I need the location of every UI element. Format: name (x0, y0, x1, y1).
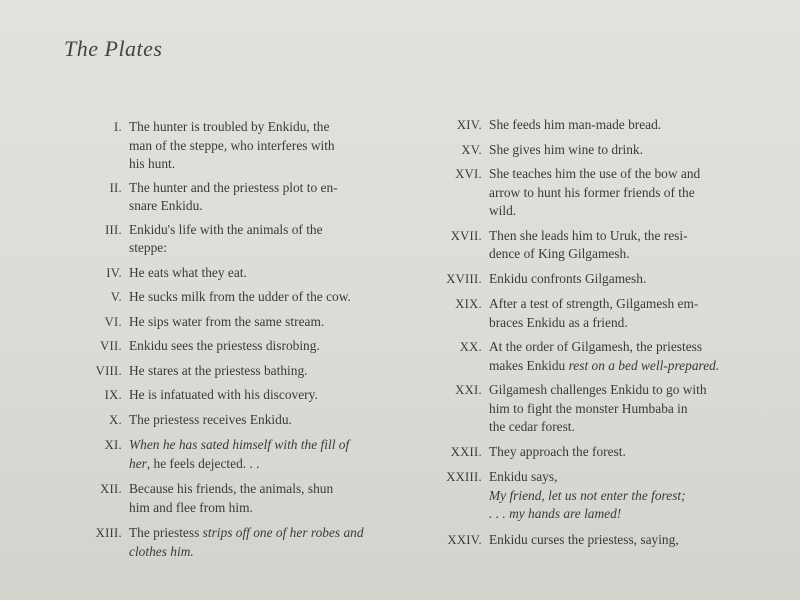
caption-text: him to fight the monster Humbaba in (489, 400, 688, 416)
caption-text: They approach the forest. (489, 443, 626, 459)
plate-number: VIII. (95, 363, 122, 378)
plate-number: XXIV. (447, 532, 482, 547)
caption-line (129, 455, 380, 474)
caption-text: Enkidu confronts Gilgamesh. (489, 270, 647, 286)
caption-text: He eats what they eat. (129, 264, 247, 280)
plate-number: II. (109, 180, 122, 195)
caption-text: He stares at the priestess bathing. (129, 362, 308, 378)
caption-text: , he feels dejected. . . (146, 455, 260, 471)
caption-text: his hunt. (129, 156, 176, 171)
plate-number: VI. (104, 314, 122, 329)
plate-entry (430, 116, 740, 135)
plate-number: XX. (459, 340, 482, 354)
plate-entry (80, 480, 380, 517)
plate-entry (80, 221, 380, 258)
caption-text: She teaches him the use of the bow and (489, 166, 701, 181)
plate-caption (129, 118, 380, 174)
caption-line (129, 543, 380, 562)
caption-italic-text: . . . my hands are lamed! (489, 506, 622, 521)
caption-text: Then she leads him to Uruk, the resi- (489, 227, 688, 243)
caption-text: snare Enkidu. (129, 198, 203, 213)
plate-caption (129, 264, 380, 283)
plate-number: III. (105, 222, 122, 237)
caption-text: the cedar forest. (489, 419, 575, 434)
plate-entry (80, 313, 380, 332)
plate-number: XXIII. (446, 470, 482, 484)
plate-entry (430, 165, 740, 221)
caption-line (489, 184, 740, 203)
caption-line (129, 362, 380, 381)
caption-text: steppe: (129, 240, 167, 255)
plate-entry (430, 295, 740, 332)
caption-text: arrow to hunt his former friends of the (489, 184, 695, 200)
plate-entry (430, 468, 740, 524)
caption-text: Enkidu sees the priestess disrobing. (129, 338, 320, 353)
plate-number: XIV. (456, 118, 482, 132)
caption-line (489, 202, 740, 221)
caption-text: wild. (489, 203, 517, 218)
caption-line (129, 118, 380, 137)
plate-caption (129, 313, 380, 332)
plate-caption (129, 411, 380, 430)
caption-line (129, 137, 380, 156)
plate-entry (430, 381, 740, 437)
caption-line (129, 179, 380, 198)
caption-line (129, 480, 380, 499)
plate-entry (80, 337, 380, 356)
caption-line (129, 313, 380, 332)
caption-line (489, 357, 740, 376)
caption-italic-text: My friend, let us not enter the forest; (489, 487, 686, 503)
plate-number: XVIII. (446, 271, 482, 286)
caption-text: After a test of strength, Gilgamesh em- (489, 296, 699, 311)
caption-line (489, 165, 740, 184)
caption-line (489, 418, 740, 437)
caption-italic-text: When he has sated himself with the fill of (129, 437, 350, 452)
plate-number: XVII. (450, 228, 482, 243)
caption-text: He sucks milk from the udder of the cow. (129, 289, 351, 304)
caption-italic-text: her (129, 455, 147, 471)
plate-caption (489, 141, 740, 160)
caption-text: The hunter and the priestess plot to en- (129, 179, 338, 195)
caption-line (489, 295, 740, 314)
plate-number: XI. (104, 438, 122, 452)
caption-line (129, 155, 380, 174)
plate-caption (489, 227, 740, 264)
plate-caption (489, 531, 740, 550)
plate-entry (80, 179, 380, 216)
caption-line (129, 524, 380, 543)
caption-text: At the order of Gilgamesh, the priestess (489, 339, 703, 354)
plate-entry (80, 362, 380, 381)
plate-entry (80, 288, 380, 307)
plate-caption (129, 480, 380, 517)
plate-entry (80, 436, 380, 473)
plate-caption (129, 436, 380, 473)
plate-number: X. (109, 412, 122, 427)
plate-entry (430, 531, 740, 550)
plate-number: XII. (100, 482, 122, 496)
plates-list-left (80, 118, 380, 561)
plate-caption (489, 338, 740, 375)
caption-text: He sips water from the same stream. (129, 313, 325, 329)
caption-text: man of the steppe, who interferes with (129, 137, 335, 153)
caption-text: Gilgamesh challenges Enkidu to go with (489, 382, 707, 397)
plate-caption (489, 295, 740, 332)
caption-text: The priestess (129, 525, 203, 540)
caption-italic-text: strips off one of her robes and (202, 525, 364, 540)
plate-caption (129, 386, 380, 405)
caption-line (129, 221, 380, 240)
plate-caption (489, 443, 740, 462)
plate-entry (430, 141, 740, 160)
caption-text: braces Enkidu as a friend. (489, 314, 628, 330)
caption-text: him and flee from him. (129, 499, 253, 515)
plate-entry (80, 386, 380, 405)
caption-text: dence of King Gilgamesh. (489, 246, 630, 261)
caption-line (489, 400, 740, 419)
caption-text: Because his friends, the animals, shun (129, 481, 334, 496)
caption-line (489, 505, 740, 524)
caption-line (129, 499, 380, 518)
caption-line (489, 116, 740, 135)
plate-caption (129, 337, 380, 356)
caption-line (129, 288, 380, 307)
caption-text: Enkidu curses the priestess, saying, (489, 531, 679, 547)
plate-entry (430, 443, 740, 462)
plate-caption (129, 362, 380, 381)
caption-line (489, 468, 740, 487)
caption-text: The hunter is troubled by Enkidu, the (129, 119, 330, 134)
caption-line (489, 381, 740, 400)
plate-entry (80, 524, 380, 561)
caption-italic-text: clothes him. (129, 543, 194, 559)
plate-number: XXI. (455, 383, 482, 397)
plate-number: XIX. (455, 297, 482, 311)
caption-line (129, 337, 380, 356)
plate-caption (489, 381, 740, 437)
plate-caption (129, 221, 380, 258)
caption-text: Enkidu's life with the animals of the (129, 221, 323, 237)
caption-line (489, 531, 740, 550)
plate-caption (129, 524, 380, 561)
plate-number: XVI. (455, 167, 482, 181)
plate-entry (430, 338, 740, 375)
caption-line (129, 411, 380, 430)
plate-caption (489, 116, 740, 135)
caption-text: He is infatuated with his discovery. (129, 387, 318, 402)
caption-line (129, 436, 380, 455)
plate-caption (489, 165, 740, 221)
caption-text: Enkidu says, (489, 469, 558, 484)
plate-caption (489, 270, 740, 289)
plate-number: XV. (461, 142, 482, 157)
caption-line (129, 264, 380, 283)
caption-line (489, 227, 740, 246)
plates-list-right (430, 116, 740, 549)
plate-caption (129, 179, 380, 216)
plate-number: V. (110, 290, 122, 304)
caption-line (489, 314, 740, 333)
plate-caption (489, 468, 740, 524)
caption-line (489, 141, 740, 160)
caption-line (489, 270, 740, 289)
plate-entry (430, 227, 740, 264)
caption-line (489, 443, 740, 462)
plate-number: IV. (106, 265, 122, 280)
plate-number: VII. (100, 339, 122, 353)
plate-entry (430, 270, 740, 289)
caption-line (489, 487, 740, 506)
plate-number: I. (114, 120, 122, 134)
plate-entry (80, 264, 380, 283)
caption-text: She feeds him man-made bread. (489, 117, 662, 132)
caption-line (129, 386, 380, 405)
page-title: The Plates (64, 36, 163, 61)
caption-line (489, 338, 740, 357)
caption-text: The priestess receives Enkidu. (129, 411, 292, 427)
plate-entry (80, 118, 380, 174)
plate-number: IX. (104, 388, 122, 402)
caption-line (129, 239, 380, 258)
caption-italic-text: rest on a bed well-prepared. (568, 357, 720, 373)
plate-entry (80, 411, 380, 430)
caption-line (489, 245, 740, 264)
caption-text: makes Enkidu (489, 357, 569, 373)
plate-number: XIII. (95, 526, 122, 540)
caption-line (129, 197, 380, 216)
caption-text: She gives him wine to drink. (489, 141, 643, 157)
plate-number: XXII. (450, 444, 482, 459)
plate-caption (129, 288, 380, 307)
